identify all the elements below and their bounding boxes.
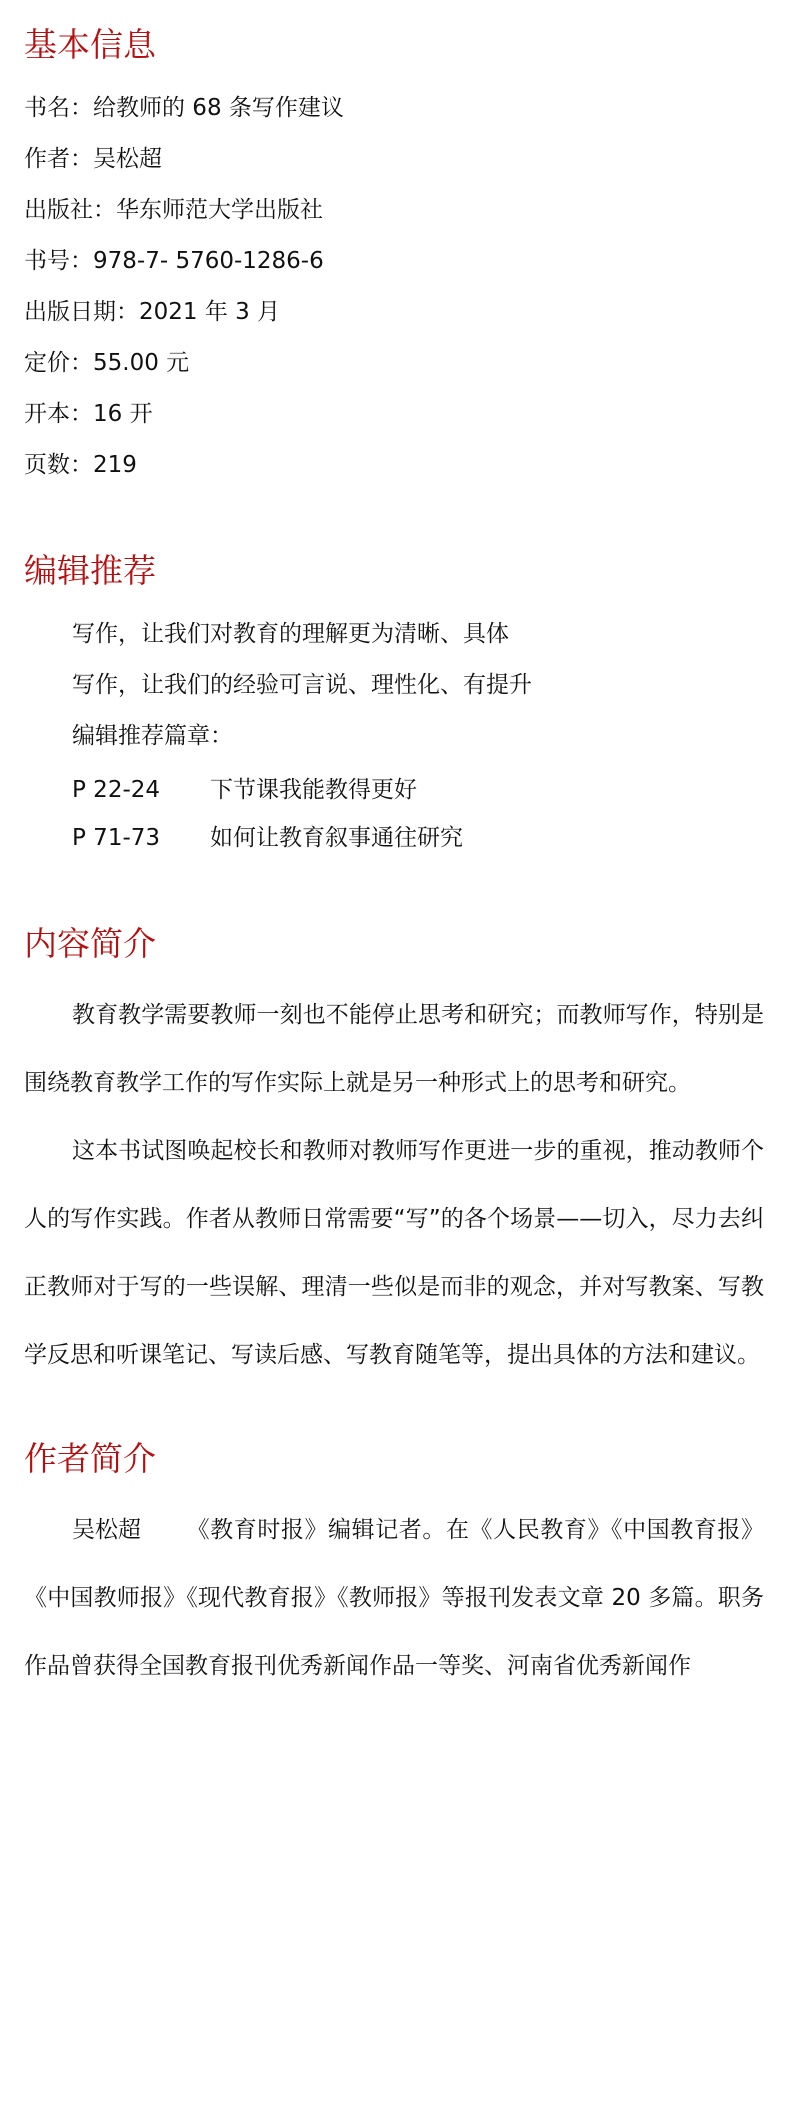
summary-paragraph: 教育教学需要教师一刻也不能停止思考和研究；而教师写作，特别是围绕教育教学工作的写作实际上就是另一种形式上的思考和研究。 [24, 1002, 764, 1096]
book-title-line: 书名：给教师的 68 条写作建议 [24, 95, 344, 121]
top-spacing [24, 0, 764, 25]
chapter-title: 如何让教育叙事通往研究 [210, 825, 463, 851]
author-name: 吴松超 [72, 1517, 141, 1543]
line-spacing [24, 176, 764, 193]
line-spacing [24, 431, 764, 448]
line-spacing [24, 227, 764, 244]
recommended-chapter-row [24, 773, 764, 807]
content-summary-title: 内容简介 [24, 924, 156, 963]
basic-info-title: 基本信息 [24, 25, 156, 64]
recommendation-line: 写作，让我们的经验可言说、理性化、有提升 [72, 672, 532, 698]
line-spacing [24, 329, 764, 346]
recommended-chapter-row [24, 821, 764, 855]
line-spacing [24, 278, 764, 295]
publisher-line: 出版社：华东师范大学出版社 [24, 197, 323, 223]
section-spacing [24, 1479, 764, 1496]
chapter-title: 下节课我能教得更好 [210, 777, 417, 803]
format-line: 开本：16 开 [24, 401, 153, 427]
recommendation-line: 写作，让我们对教育的理解更为清晰、具体 [72, 621, 509, 647]
section-spacing [24, 964, 764, 981]
author-introduction-paragraph [24, 1496, 764, 1700]
recommended-chapters-label: 编辑推荐篇章： [72, 723, 233, 749]
isbn-line: 书号：978-7- 5760-1286-6 [24, 248, 324, 274]
line-spacing [24, 702, 764, 719]
page-count-line: 页数：219 [24, 452, 137, 478]
summary-paragraph: 这本书试图唤起校长和教师对教师写作更进一步的重视，推动教师个人的写作实践。作者从教师日常需要“写”的各个场景——切入，尽力去纠正教师对于写的一些误解、理清一些似是而非的观念，并对写教案、写教学反思和听课笔记、写读后感、写教育随笔等，提出具体的方法和建议。 [24, 1138, 764, 1368]
line-spacing [24, 753, 764, 773]
section-gap [24, 482, 764, 551]
author-bio: 《教育时报》编辑记者。在《人民教育》《中国教育报》《中国教师报》《现代教育报》《教师报》等报刊发表文章 20 多篇。职务作品曾获得全国教育报刊优秀新闻作品一等奖、河南省优秀新闻作 [24, 1517, 764, 1679]
section-gap [24, 855, 764, 924]
line-spacing [24, 125, 764, 142]
line-spacing [24, 380, 764, 397]
publication-date-line: 出版日期：2021 年 3 月 [24, 299, 281, 325]
price-line: 定价：55.00 元 [24, 350, 190, 376]
editor-recommendation-title: 编辑推荐 [24, 551, 156, 590]
section-spacing [24, 591, 764, 617]
line-spacing [24, 807, 764, 821]
author-introduction-title: 作者简介 [24, 1439, 156, 1478]
section-gap [24, 1389, 764, 1439]
chapter-page-range: P 71-73 [72, 825, 161, 851]
author-line: 作者：吴松超 [24, 146, 162, 172]
line-spacing [24, 651, 764, 668]
chapter-page-range: P 22-24 [72, 777, 161, 803]
section-spacing [24, 65, 764, 91]
